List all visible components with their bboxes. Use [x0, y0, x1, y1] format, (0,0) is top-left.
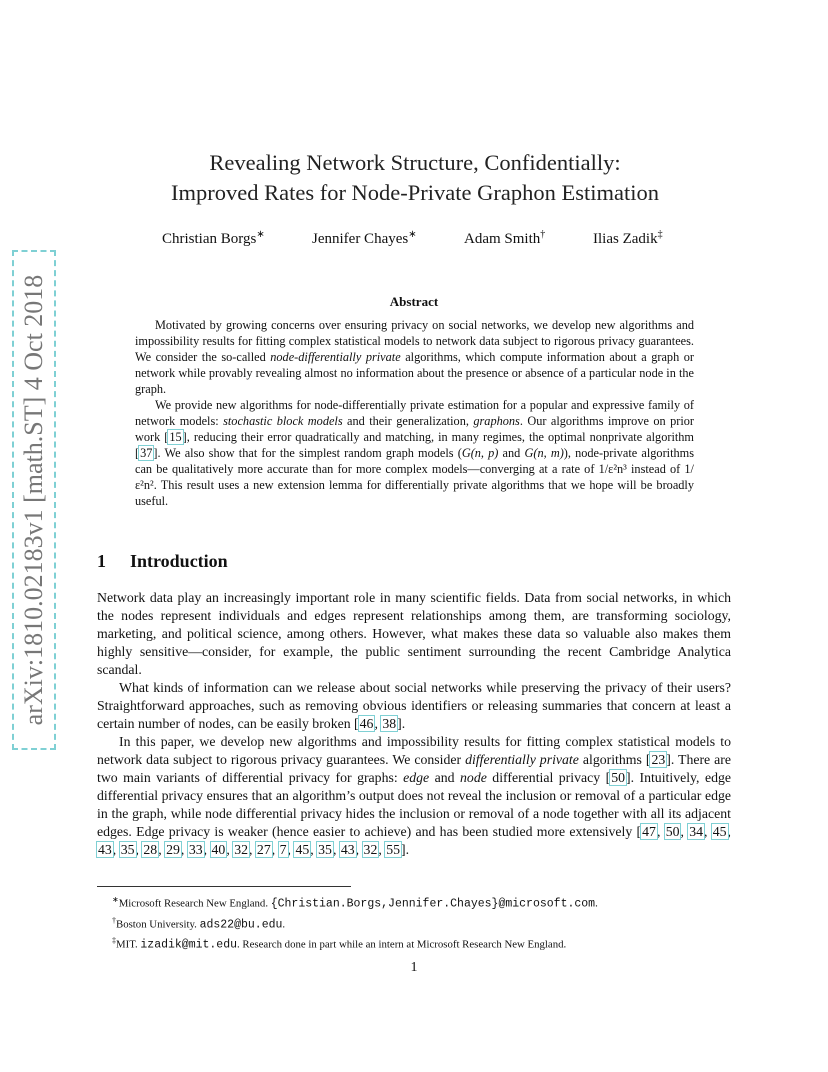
citation-separator: ,	[287, 842, 295, 857]
citation-link[interactable]: 37	[140, 446, 153, 460]
citation-link[interactable]: 28	[143, 842, 158, 857]
citation-separator: ,	[249, 842, 256, 857]
footnote-2: †Boston University. ads22@bu.edu.	[112, 915, 286, 932]
intro-paragraph-3: In this paper, we develop new algorithms and impossibility results for fitting complex statistical models to network data subject to rigorous privacy guarantees. We consider differentially private algorithms [23]. There are two main variants of differential privacy for graphs: edge and node differential privacy [50]. Intuitively, edge differential privacy ensures that an algorithm’s output does not reveal the inclusion or removal of a particular edge in the graph, while node differential privacy hides the inclusion or removal of a node together with all its adjacent edges. Edge privacy is weaker (hence easier to achieve) and has been studied more extensively [47, 50, 34, 45, 43, 35, 28, 29, 33, 40, 32, 27, 7, 45, 35, 43, 32, 55].	[97, 734, 731, 857]
abstract-paragraph-2: We provide new algorithms for node-differentially private estimation for a popular and expressive family of network models: stochastic block models and their generalization, graphons. Our algorithms improve on prior work [15], reducing their error quadratically and matching, in many regimes, the optimal nonprivate algorithm [37]. We also show that for the simplest random graph models (G(n, p) and G(n, m)), node-private algorithms can be qualitatively more accurate than for more complex models—converging at a rate of 1/ε²n³ instead of 1/ε²n². This result uses a new extension lemma for differentially private algorithms that we hope will be broadly useful.	[135, 398, 694, 508]
citation-separator: ,	[378, 842, 386, 857]
citation-link[interactable]: 38	[382, 716, 397, 731]
citation-link[interactable]: 50	[665, 824, 680, 839]
paper-title	[100, 148, 730, 208]
citation-separator: ,	[180, 842, 188, 857]
citation-separator: ,	[332, 842, 340, 857]
math-gnm: G(n, m)	[524, 446, 564, 460]
citation-link[interactable]: 27	[256, 842, 271, 857]
intro-paragraph-2: What kinds of information can we release about social networks while preserving the privacy of their users? Straightforward approaches, such as removing obvious identifiers or releasing summaries that concern at least a certain number of nodes, can be easily broken [46, 38].	[97, 680, 731, 731]
footnote-rule	[97, 886, 351, 887]
citation-link[interactable]: 55	[386, 842, 401, 857]
abstract-body	[135, 317, 694, 509]
citation-link[interactable]: 47	[642, 824, 656, 839]
citation-link[interactable]: 15	[169, 430, 182, 444]
citation-link[interactable]: 7	[279, 842, 287, 857]
abstract-paragraph-1: Motivated by growing concerns over ensuring privacy on social networks, we develop new algorithms and impossibility results for fitting complex statistical models to network data subject to rigorous privacy guarantees. We consider the so-called node-differentially private algorithms, which compute information about a graph or network while provably revealing almost no information about the presence or absence of a particular node in the graph.	[135, 318, 694, 396]
citation-separator: ,	[158, 842, 166, 857]
citation-separator: ,	[680, 824, 689, 839]
author-3: Adam Smith†	[464, 229, 546, 247]
citation-link[interactable]: 35	[318, 842, 332, 857]
citation-link[interactable]: 35	[120, 842, 135, 857]
abstract-heading: Abstract	[389, 294, 439, 309]
email-link[interactable]: izadik@mit.edu	[140, 938, 238, 952]
citation-separator: ,	[271, 842, 279, 857]
citation-link[interactable]: 32	[363, 842, 378, 857]
citation-separator: ,	[226, 842, 234, 857]
citation-link[interactable]: 45	[295, 842, 310, 857]
citation-link[interactable]: 50	[611, 770, 625, 785]
citation-separator: ,	[656, 824, 665, 839]
citation-link[interactable]: 29	[166, 842, 180, 857]
citation-link[interactable]: 43	[98, 842, 112, 857]
citation-separator: ,	[112, 842, 120, 857]
author-2: Jennifer Chayes∗	[312, 229, 417, 247]
arxiv-stamp	[12, 250, 56, 750]
citation-separator: ,	[310, 842, 318, 857]
author-1: Christian Borgs∗	[162, 229, 265, 247]
author-list	[0, 229, 828, 249]
intro-body	[97, 589, 731, 859]
citation-separator: ,	[355, 842, 363, 857]
citation-link[interactable]: 32	[234, 842, 249, 857]
math-rate-fraction-1: 1/ε²n³	[598, 462, 627, 476]
citation-link[interactable]: 34	[689, 824, 704, 839]
page-number: 1	[410, 960, 418, 975]
footnote-3: ‡MIT. izadik@mit.edu. Research done in part while an intern at Microsoft Research New England.	[112, 936, 567, 952]
citation-separator: ,	[727, 824, 731, 839]
citation-separator: ,	[135, 842, 143, 857]
footnotes	[112, 892, 732, 954]
section-number: 1	[97, 551, 106, 571]
citation-link[interactable]: 23	[651, 752, 666, 767]
title-line-1: Revealing Network Structure, Confidentially:	[209, 150, 621, 175]
citation-link[interactable]: 43	[340, 842, 355, 857]
math-gnp: G(n, p)	[461, 446, 499, 460]
citation-link[interactable]: 33	[188, 842, 203, 857]
footnote-1: ∗Microsoft Research New England. {Christian.Borgs,Jennifer.Chayes}@microsoft.com.	[112, 895, 598, 911]
math-rate-fraction-2: 1/ε²n²	[135, 462, 694, 492]
citation-separator: ,	[704, 824, 712, 839]
citation-link[interactable]: 40	[211, 842, 226, 857]
citation-separator: ,	[203, 842, 211, 857]
citation-link[interactable]: 46	[359, 716, 374, 731]
email-link[interactable]: {Christian.Borgs,Jennifer.Chayes}@microsoft.com	[270, 897, 596, 911]
email-link[interactable]: ads22@bu.edu	[199, 918, 283, 932]
arxiv-identifier[interactable]: arXiv:1810.02183v1 [math.ST] 4 Oct 2018	[19, 274, 48, 726]
citation-link[interactable]: 45	[712, 824, 727, 839]
author-4: Ilias Zadik‡	[593, 229, 663, 247]
title-line-2: Improved Rates for Node-Private Graphon Estimation	[170, 180, 659, 205]
section-title: Introduction	[130, 551, 228, 571]
section-heading	[97, 551, 228, 572]
intro-paragraph-1: Network data play an increasingly important role in many scientific fields. Data from social networks, in which the nodes represent individuals and edges represent relationships among them, are transforming sociology, marketing, and political science, among others. However, what makes these data so valuable also makes them highly sensitive—consider, for example, the public sentiment surrounding the recent Cambridge Analytica scandal.	[97, 590, 731, 677]
